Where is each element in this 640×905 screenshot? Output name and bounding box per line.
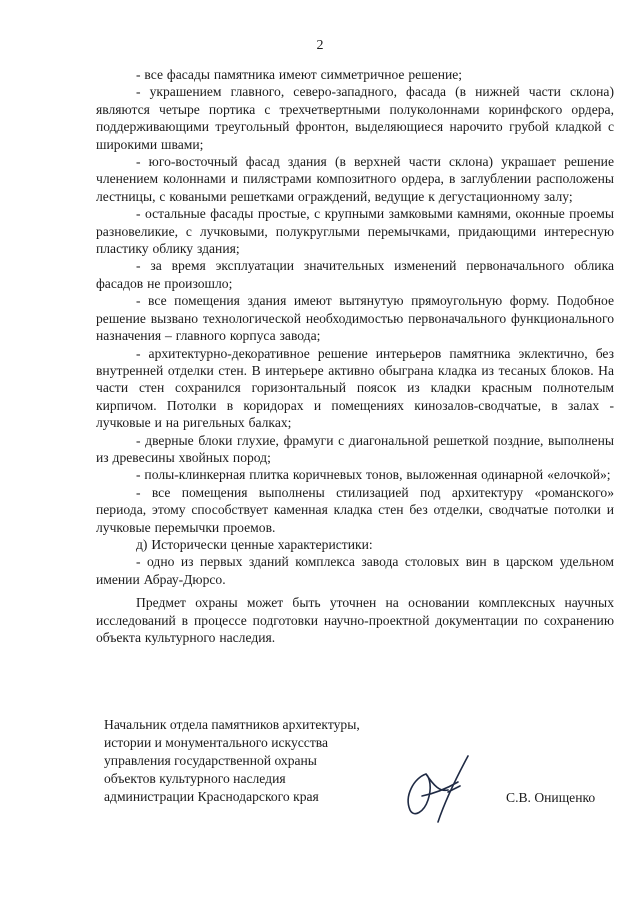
signatory-title-line: объектов культурного наследия xyxy=(104,771,286,786)
paragraph-southeast-facade: - юго-восточный фасад здания (в верхней части склона) украшает решение членением колоннами и пилястрами композитного ордера, в заглублении расположены лестницы, с коваными решетками ограждений, ведущие к дегустационному залу; xyxy=(96,154,614,204)
signatory-title-line: управления государственной охраны xyxy=(104,753,317,768)
signatory-title xyxy=(104,716,360,806)
document-body xyxy=(96,66,614,646)
paragraph-historic-item: - одно из первых зданий комплекса завода столовых вин в царском удельном имении Абрау-Дюрсо. xyxy=(96,554,614,587)
paragraph-floors: - полы-клинкерная плитка коричневых тонов, выложенная одинарной «елочкой»; xyxy=(136,467,611,483)
paragraph-other-facades: - остальные фасады простые, с крупными замковыми камнями, оконные проемы разновеликие, с лучковыми, полукруглыми перемычками, придающими интересную пластику облику здания; xyxy=(96,206,614,257)
paragraph-main-facade: - украшением главного, северо-западного, фасада (в нижней части склона) являются четыре портика с трехчетвертными полуколоннами коринфского ордера, поддерживающими треугольный фронтон, выделяющиеся нарочито грубой кладкой с широкими швами; xyxy=(96,84,614,152)
paragraph-doors: - дверные блоки глухие, фрамуги с диагональной решеткой поздние, выполнены из древесины хвойных пород; xyxy=(96,432,614,465)
paragraph-interior-decor: - архитектурно-декоративное решение интерьеров памятника эклектично, без внутренней отделки стен. В интерьере активно обыграна кладка из тесаных блоков. На части стен сохранился горизонтальный поясок из кладки красным полнотелым кирпичом. Потолки в коридорах и помещениях кинозалов-сводчатые, в залах - лучковые и на ригельных балках; xyxy=(96,345,614,431)
paragraph-no-changes: - за время эксплуатации значительных изменений первоначального облика фасадов не произошло; xyxy=(96,258,614,291)
signatory-title-line: истории и монументального искусства xyxy=(104,735,329,750)
paragraph-romanesque-style: - все помещения выполнены стилизацией под архитектуру «романского» периода, этому способствует каменная кладка стен без отделки, сводчатые потолки и лучковые перемычки проемов. xyxy=(96,484,614,535)
page-number: 2 xyxy=(316,38,324,53)
paragraph-protection-subject: Предмет охраны может быть уточнен на основании комплексных научных исследований в процессе подготовки научно-проектной документации по сохранению объекта культурного наследия. xyxy=(96,595,614,645)
handwritten-signature xyxy=(396,752,474,824)
signer-name: С.В. Онищенко xyxy=(506,790,596,805)
paragraph-facades-symmetry: - все фасады памятника имеют симметричное решение; xyxy=(136,67,463,82)
signatory-title-line: Начальник отдела памятников архитектуры, xyxy=(104,717,360,732)
signatory-title-line: администрации Краснодарского края xyxy=(104,789,319,804)
paragraph-historic-heading: д) Исторически ценные характеристики: xyxy=(136,536,373,552)
paragraph-rooms-shape: - все помещения здания имеют вытянутую прямоугольную форму. Подобное решение вызвано технологической необходимостью первоначального функционального назначения – главного корпуса завода; xyxy=(96,293,614,344)
